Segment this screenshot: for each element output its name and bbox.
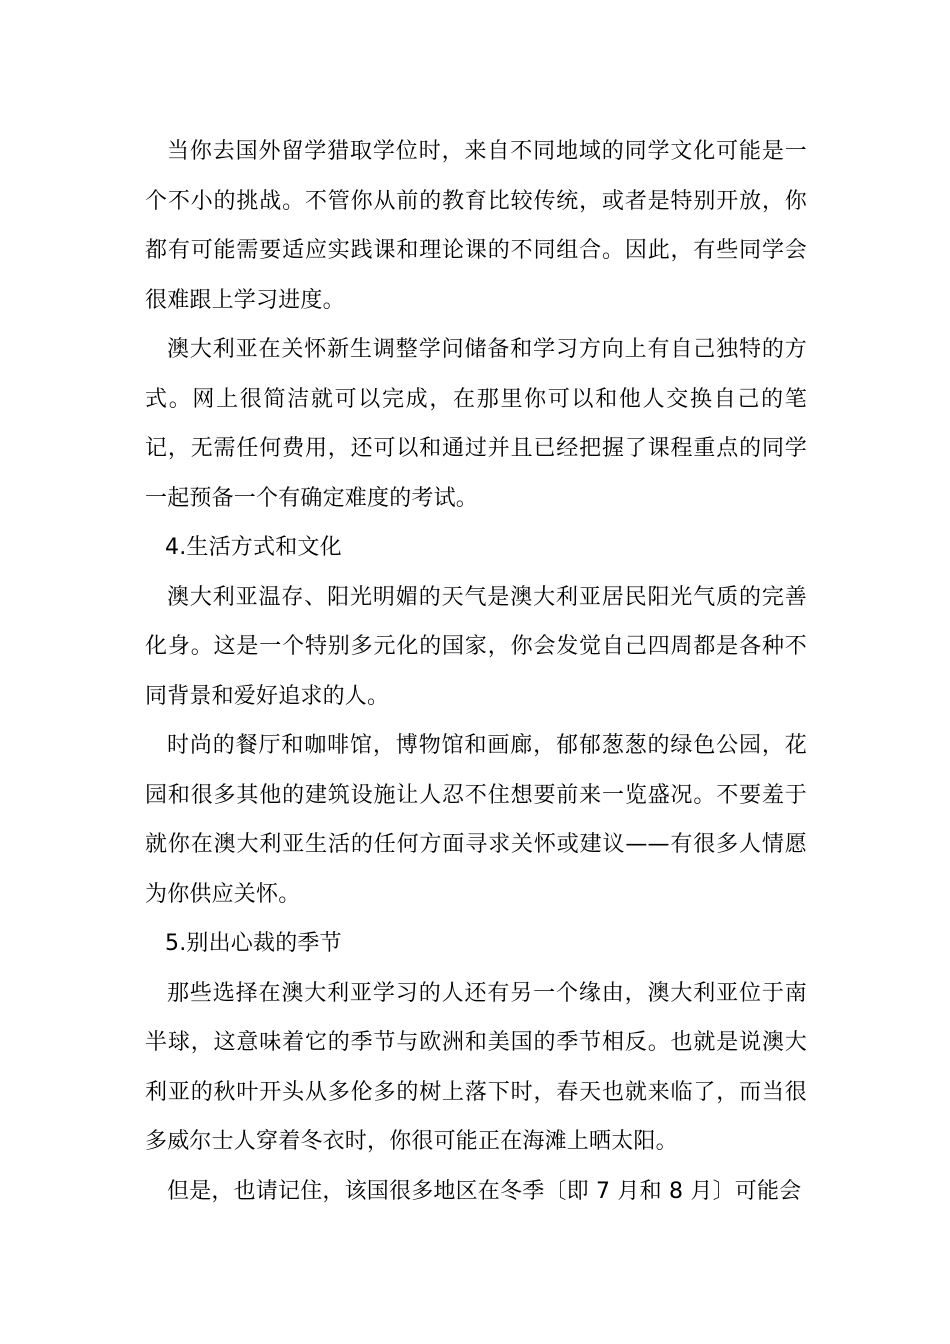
section-heading-lifestyle: 4.生活方式和文化: [165, 535, 342, 560]
section-heading-seasons: 5.别出心裁的季节: [165, 931, 342, 956]
paragraph-australia-support: 澳大利亚在关怀新生调整学问储备和学习方向上有自己独特的方式。网上很简洁就可以完成，在那里你可以和他人交换自己的笔记，无需任何费用，还可以和通过并且已经把握了课程重点的同学一起预备一个有确定难度的考试。: [145, 337, 807, 511]
paragraph-study-culture: 当你去国外留学猎取学位时，来自不同地域的同学文化可能是一个不小的挑战。不管你从前的教育比较传统，或者是特别开放，你都有可能需要适应实践课和理论课的不同组合。因此，有些同学会很难跟上学习进度。: [145, 139, 807, 313]
paragraph-winter-note: 但是，也请记住，该国很多地区在冬季〔即 7 月和 8 月〕可能会: [167, 1178, 802, 1204]
paragraph-climate-diversity: 澳大利亚温存、阳光明媚的天气是澳大利亚居民阳光气质的完善化身。这是一个特别多元化的国家，你会发觉自己四周都是各种不同背景和爱好追求的人。: [145, 584, 807, 709]
paragraph-southern-hemisphere: 那些选择在澳大利亚学习的人还有另一个缘由，澳大利亚位于南半球，这意味着它的季节与欧洲和美国的季节相反。也就是说澳大利亚的秋叶开头从多伦多的树上落下时，春天也就来临了，而当很多威尔士人穿着冬衣时，你很可能正在海滩上晒太阳。: [145, 980, 807, 1154]
document-body: [145, 127, 807, 1216]
paragraph-restaurants-parks: 时尚的餐厅和咖啡馆，博物馆和画廊，郁郁葱葱的绿色公园，花园和很多其他的建筑设施让人忍不住想要前来一览盛况。不要羞于就你在澳大利亚生活的任何方面寻求关怀或建议——有很多人情愿为你供应关怀。: [145, 733, 807, 907]
